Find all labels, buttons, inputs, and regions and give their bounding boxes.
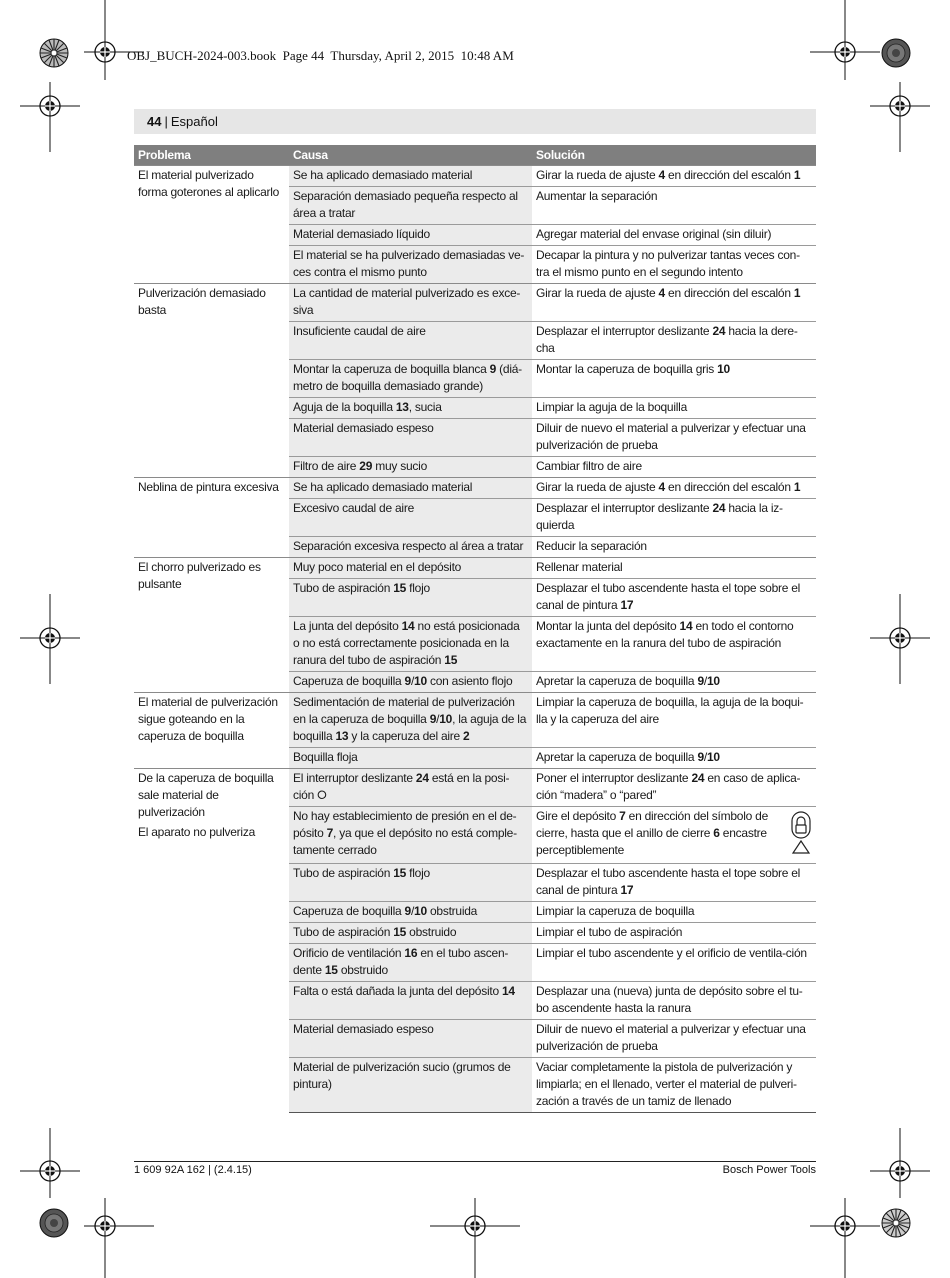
solution-cell: Diluir de nuevo el material a pulverizar y efectuar una pulverización de prueba (532, 419, 816, 457)
reference-number: 1 (793, 480, 801, 494)
crosshair-mark-bottom-left-2 (84, 1198, 154, 1278)
cause-cell: Excesivo caudal de aire (289, 499, 532, 537)
column-header-problema: Problema (134, 145, 289, 166)
crosshair-mark-bottom-right-1 (810, 1198, 880, 1278)
table-header-row (134, 145, 816, 166)
reference-number: 15 (393, 925, 407, 939)
cause-cell: Se ha aplicado demasiado material (289, 166, 532, 187)
reference-number: 10 (414, 674, 427, 688)
problem-cell (134, 166, 289, 284)
crosshair-mark-top-right-1 (810, 0, 880, 80)
table-row (134, 558, 816, 579)
solution-cell: Limpiar el tubo ascendente y el orificio de ventila-ción (532, 944, 816, 982)
cause-cell: La junta del depósito 14 no está posicionada o no está correctamente posicionada en la ranura del tubo de aspiración 15 (289, 617, 532, 672)
reference-number: 14 (679, 619, 693, 633)
reference-number: 24 (415, 771, 429, 785)
solution-cell: Poner el interruptor deslizante 24 en caso de aplica-ción “madera” o “pared” (532, 769, 816, 807)
table-row (134, 284, 816, 322)
cause-cell: El interruptor deslizante 24 está en la posi-ción ⭘ (289, 769, 532, 807)
registration-mark-bottom-left (30, 1195, 80, 1251)
solution-cell: Girar la rueda de ajuste 4 en dirección del escalón 1 (532, 166, 816, 187)
problem-text: El chorro pulverizado es pulsante (138, 560, 261, 591)
print-slug-line: OBJ_BUCH-2024-003.book Page 44 Thursday, April 2, 2015 10:48 AM (127, 48, 514, 63)
solution-cell: Rellenar material (532, 558, 816, 579)
reference-number: 9 (404, 674, 411, 688)
problem-text: El material pulverizado forma goterones al aplicarlo (138, 168, 280, 199)
reference-number: 4 (658, 286, 665, 300)
reference-number: 9 (697, 750, 704, 764)
reference-number: 13 (395, 400, 409, 414)
registration-mark-bottom-right (872, 1195, 922, 1251)
reference-number: 9 (697, 674, 704, 688)
reference-number: 10 (414, 904, 427, 918)
problem-cell (134, 284, 289, 478)
table-row (134, 769, 816, 807)
reference-number: 15 (393, 866, 407, 880)
troubleshooting-table (134, 145, 816, 1113)
solution-cell: Apretar la caperuza de boquilla 9/10 (532, 672, 816, 693)
cause-cell: Filtro de aire 29 muy sucio (289, 457, 532, 478)
reference-number: 14 (401, 619, 415, 633)
table-row (134, 693, 816, 748)
table-row (134, 478, 816, 499)
reference-number: 9 (489, 362, 497, 376)
problem-cell (134, 693, 289, 769)
reference-number: 7 (326, 826, 334, 840)
problem-cell (134, 769, 289, 1113)
crosshair-mark-top-2 (20, 82, 80, 152)
reference-number: 1 (793, 168, 801, 182)
cause-cell: Montar la caperuza de boquilla blanca 9 (diá-metro de boquilla demasiado grande) (289, 360, 532, 398)
solution-cell: Limpiar el tubo de aspiración (532, 923, 816, 944)
reference-number: 7 (619, 809, 626, 823)
cause-cell: Tubo de aspiración 15 flojo (289, 864, 532, 902)
crosshair-mark-top-1 (84, 0, 144, 80)
reference-number: 6 (713, 826, 720, 840)
solution-cell: Girar la rueda de ajuste 4 en dirección del escalón 1 (532, 284, 816, 322)
cause-cell: Tubo de aspiración 15 flojo (289, 579, 532, 617)
solution-cell: Desplazar el interruptor deslizante 24 hacia la iz-quierda (532, 499, 816, 537)
cause-cell: No hay establecimiento de presión en el de-pósito 7, ya que el depósito no está comple-tamente cerrado (289, 807, 532, 864)
reference-number: 15 (444, 653, 458, 667)
page-number: 44 (147, 114, 162, 129)
cause-cell: Caperuza de boquilla 9/10 obstruida (289, 902, 532, 923)
cause-cell: Insuficiente caudal de aire (289, 322, 532, 360)
reference-number: 17 (620, 883, 634, 897)
page-header-band (134, 109, 816, 134)
cause-cell: Muy poco material en el depósito (289, 558, 532, 579)
problem-text: De la caperuza de boquilla sale material de pulverización (138, 771, 274, 819)
crosshair-mark-mid-left (20, 594, 80, 684)
reference-number: 24 (712, 501, 726, 515)
reference-number: 9 (404, 904, 411, 918)
cause-cell: Material demasiado líquido (289, 225, 532, 246)
reference-number: 29 (359, 459, 373, 473)
cause-cell: Separación demasiado pequeña respecto al área a tratar (289, 187, 532, 225)
crosshair-mark-bottom-center (430, 1198, 520, 1278)
reference-number: 10 (706, 674, 720, 688)
reference-number: 10 (717, 362, 730, 376)
problem-text: El material de pulverización sigue goteando en la caperuza de boquilla (138, 695, 278, 743)
solution-cell: Gire el depósito 7 en dirección del símbolo de cierre, hasta que el anillo de cierre 6 encastre perceptiblemente (532, 807, 816, 864)
problem-text: Pulverización demasiado basta (138, 286, 266, 317)
table-body (134, 166, 816, 1113)
solution-cell: Girar la rueda de ajuste 4 en dirección del escalón 1 (532, 478, 816, 499)
table-row (134, 166, 816, 187)
solution-cell: Desplazar el interruptor deslizante 24 hacia la dere-cha (532, 322, 816, 360)
solution-cell: Cambiar filtro de aire (532, 457, 816, 478)
reference-number: 15 (324, 963, 338, 977)
reference-number: 15 (393, 581, 407, 595)
solution-cell: Limpiar la caperuza de boquilla, la aguja de la boqui-lla y la caperuza del aire (532, 693, 816, 748)
cause-cell: Falta o está dañada la junta del depósito 14 (289, 982, 532, 1020)
cause-cell: Orificio de ventilación 16 en el tubo ascen-dente 15 obstruido (289, 944, 532, 982)
reference-number: 24 (712, 324, 726, 338)
cause-cell: El material se ha pulverizado demasiadas ve-ces contra el mismo punto (289, 246, 532, 284)
solution-cell: Reducir la separación (532, 537, 816, 558)
cause-cell: Material demasiado espeso (289, 419, 532, 457)
solution-cell: Limpiar la caperuza de boquilla (532, 902, 816, 923)
solution-cell: Agregar material del envase original (sin diluir) (532, 225, 816, 246)
reference-number: 2 (463, 729, 470, 743)
reference-number: 13 (335, 729, 349, 743)
reference-number: 10 (706, 750, 720, 764)
footer-brand: Bosch Power Tools (722, 1164, 816, 1176)
solution-cell: Desplazar el tubo ascendente hasta el tope sobre el canal de pintura 17 (532, 864, 816, 902)
solution-cell: Diluir de nuevo el material a pulverizar y efectuar una pulverización de prueba (532, 1020, 816, 1058)
crosshair-mark-top-right-2 (870, 82, 930, 152)
column-header-causa: Causa (289, 145, 532, 166)
crosshair-mark-bottom-left-1 (20, 1128, 80, 1198)
solution-cell: Montar la caperuza de boquilla gris 10 (532, 360, 816, 398)
cause-cell: Aguja de la boquilla 13, sucia (289, 398, 532, 419)
solution-cell: Aumentar la separación (532, 187, 816, 225)
reference-number: 1 (793, 286, 801, 300)
reference-number: 4 (658, 168, 665, 182)
registration-mark-top-left (30, 25, 80, 81)
reference-number: 4 (658, 480, 665, 494)
solution-cell: Vaciar completamente la pistola de pulverización y limpiarla; en el llenado, verter el material de pulveri-zación a través de un tamiz de llenado (532, 1058, 816, 1113)
cause-cell: La cantidad de material pulverizado es exce-siva (289, 284, 532, 322)
cause-cell: Sedimentación de material de pulverización en la caperuza de boquilla 9/10, la aguja de la boquilla 13 y la caperuza del aire 2 (289, 693, 532, 748)
problem-text: El aparato no pulveriza (138, 825, 255, 839)
cause-cell: Separación excesiva respecto al área a tratar (289, 537, 532, 558)
crosshair-mark-bottom-right-2 (870, 1128, 930, 1198)
solution-cell: Decapar la pintura y no pulverizar tantas veces con-tra el mismo punto en el segundo intento (532, 246, 816, 284)
reference-number: 10 (439, 712, 453, 726)
reference-number: 17 (620, 598, 634, 612)
registration-mark-top-right (872, 25, 922, 81)
cause-cell: Material demasiado espeso (289, 1020, 532, 1058)
crosshair-mark-mid-right (870, 594, 930, 684)
reference-number: 24 (691, 771, 705, 785)
solution-cell: Apretar la caperuza de boquilla 9/10 (532, 748, 816, 769)
cause-cell: Material de pulverización sucio (grumos de pintura) (289, 1058, 532, 1113)
problem-cell (134, 558, 289, 693)
header-separator: | (164, 114, 168, 129)
section-language: Español (170, 114, 218, 129)
footer-rule (134, 1161, 816, 1162)
reference-number: 14 (502, 984, 515, 998)
column-header-solucion: Solución (532, 145, 816, 166)
cause-cell: Tubo de aspiración 15 obstruido (289, 923, 532, 944)
solution-cell: Desplazar el tubo ascendente hasta el tope sobre el canal de pintura 17 (532, 579, 816, 617)
problem-cell (134, 478, 289, 558)
cause-cell: Caperuza de boquilla 9/10 con asiento flojo (289, 672, 532, 693)
footer-document-number: 1 609 92A 162 | (2.4.15) (134, 1164, 252, 1176)
problem-text: Neblina de pintura excesiva (138, 480, 279, 494)
lock-symbol-icon (790, 810, 812, 861)
solution-cell: Limpiar la aguja de la boquilla (532, 398, 816, 419)
solution-cell: Montar la junta del depósito 14 en todo el contorno exactamente en la ranura del tubo de aspiración (532, 617, 816, 672)
reference-number: 9 (429, 712, 437, 726)
solution-cell: Desplazar una (nueva) junta de depósito sobre el tu-bo ascendente hasta la ranura (532, 982, 816, 1020)
cause-cell: Boquilla floja (289, 748, 532, 769)
reference-number: 16 (404, 946, 418, 960)
cause-cell: Se ha aplicado demasiado material (289, 478, 532, 499)
